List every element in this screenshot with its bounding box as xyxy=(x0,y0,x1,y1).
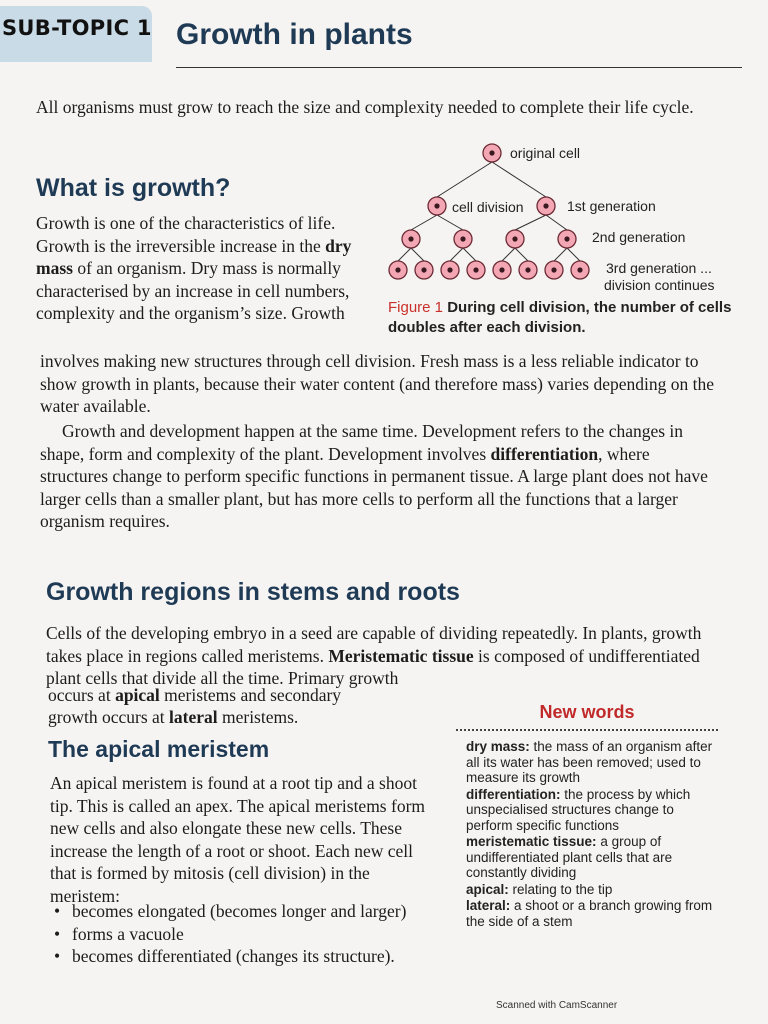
new-words-box xyxy=(456,702,718,930)
page-title: Growth in plants xyxy=(176,18,413,51)
division-line xyxy=(463,248,476,261)
cell-nucleus xyxy=(434,203,439,208)
label-1st-generation: 1st generation xyxy=(567,198,656,214)
cell-division-diagram xyxy=(380,136,750,298)
glossary-definition: the process by which unspecialised structures change to perform specific functions xyxy=(466,786,691,833)
cell-nucleus xyxy=(512,236,517,241)
growth-regions-line-5 xyxy=(48,706,448,729)
growth-paragraph-2 xyxy=(40,420,720,533)
division-line xyxy=(492,162,546,197)
regions-text-a: Cells of the developing embryo in a seed are capable of dividing repeatedly. In plants, growth takes place in regions called meristems. xyxy=(46,623,702,666)
division-line xyxy=(567,248,580,261)
apical-bullet-list xyxy=(50,900,450,968)
division-line xyxy=(437,215,463,230)
growth-text-1b: of an organism. Dry mass is normally characterised by an increase in cell numbers, complexity and the organism’s size. Growth xyxy=(36,258,350,323)
cell-nucleus xyxy=(421,267,426,272)
division-line xyxy=(515,215,546,230)
intro-paragraph: All organisms must grow to reach the size and complexity needed to complete their life cycle. xyxy=(36,97,694,117)
glossary-definition: relating to the tip xyxy=(508,881,613,897)
cell-nucleus xyxy=(489,150,494,155)
growth-paragraph-1-continued: involves making new structures through cell division. Fresh mass is a less reliable indicator to show growth in plants, because their water content (and therefore mass) varies depending on the water available. xyxy=(40,351,715,416)
glossary-entry xyxy=(456,882,718,898)
growth-text-2a: Growth and development happen at the same time. Development refers to the changes in shape, form and complexity of the plant. Development involves xyxy=(40,421,684,464)
cell-nucleus xyxy=(460,236,465,241)
division-line xyxy=(398,248,411,261)
bullet-item: • becomes elongated (becomes longer and larger) xyxy=(50,900,450,923)
division-line xyxy=(411,248,424,261)
glossary-term: meristematic tissue: xyxy=(466,834,597,849)
what-is-growth-heading: What is growth? xyxy=(36,174,231,202)
figure-caption xyxy=(388,298,738,338)
growth-regions-line-4 xyxy=(48,684,448,707)
growth-paragraph-1 xyxy=(36,212,358,325)
division-line xyxy=(411,215,437,230)
glossary-term: differentiation: xyxy=(466,786,561,802)
cell-nucleus xyxy=(473,267,478,272)
cell-nucleus xyxy=(577,267,582,272)
label-cell-division: cell division xyxy=(452,199,524,215)
apical-meristem-paragraph: An apical meristem is found at a root tip and a shoot tip. This is called an apex. The apical meristems form new cells and also elongate these new cells. These increase the length of a root or shoot. Each new cell that is formed by mitosis (cell division) in the meristem: xyxy=(50,773,426,906)
glossary-entry xyxy=(456,787,718,834)
subtopic-label: SUB-TOPIC 1 xyxy=(2,16,152,40)
division-line xyxy=(554,248,567,261)
label-division-continues: division continues xyxy=(604,277,715,293)
glossary-term: lateral: xyxy=(466,898,511,913)
dry-mass-term: dry mass xyxy=(36,235,352,278)
growth-regions-paragraph xyxy=(46,622,712,690)
bullet-item: • becomes differentiated (changes its structure). xyxy=(50,945,450,968)
glossary-definition: the mass of an organism after all its water has been removed; used to measure its growth xyxy=(466,739,713,785)
division-line xyxy=(502,248,515,261)
growth-regions-heading: Growth regions in stems and roots xyxy=(46,578,460,606)
division-line xyxy=(546,215,567,230)
division-line xyxy=(450,248,463,261)
glossary-definition: a group of undifferentiated plant cells that are constantly dividing xyxy=(466,834,673,880)
cell-nucleus xyxy=(499,267,504,272)
scanner-watermark: Scanned with CamScanner xyxy=(496,1000,618,1011)
cell-nucleus xyxy=(447,267,452,272)
glossary-entry xyxy=(456,834,718,881)
title-rule xyxy=(176,67,742,68)
cell-nucleus xyxy=(395,267,400,272)
lateral-term: lateral xyxy=(169,707,218,727)
regions-text-f: meristems. xyxy=(217,707,299,727)
meristematic-tissue-term: Meristematic tissue xyxy=(328,645,474,666)
apical-meristem-heading: The apical meristem xyxy=(48,736,270,762)
growth-text-1a: Growth is one of the characteristics of life. Growth is the irreversible increase in the xyxy=(36,213,336,256)
growth-text-2b: , where structures change to perform specific functions in permanent tissue. A large plant does not have larger cells than a smaller plant, but has more cells to perform all the functions that a larger organism requires. xyxy=(40,443,708,531)
regions-text-c: occurs at xyxy=(48,685,116,705)
figure-caption-text: During cell division, the number of cells doubles after each division. xyxy=(388,299,732,336)
new-words-title: New words xyxy=(456,702,718,731)
glossary-entry xyxy=(456,739,718,786)
glossary-definition: a shoot or a branch growing from the side of a stem xyxy=(466,898,713,929)
regions-text-d: meristems and secondary xyxy=(159,685,342,705)
glossary-entry xyxy=(456,898,718,929)
glossary-term: dry mass: xyxy=(466,739,530,754)
cell-nucleus xyxy=(408,236,413,241)
division-line xyxy=(515,248,528,261)
label-2nd-generation: 2nd generation xyxy=(592,229,686,245)
figure-number: Figure 1 xyxy=(388,299,444,316)
cell-nucleus xyxy=(551,267,556,272)
apical-term: apical xyxy=(115,685,160,705)
cell-nucleus xyxy=(543,203,548,208)
glossary xyxy=(456,739,718,929)
label-original-cell: original cell xyxy=(510,145,581,161)
bullet-item: • forms a vacuole xyxy=(50,923,450,946)
regions-text-e: growth occurs at xyxy=(48,707,170,727)
cell-nucleus xyxy=(564,236,569,241)
differentiation-term: differentiation xyxy=(490,443,599,464)
regions-text-b: is composed of undifferentiated plant cells that divide all the time. Primary growth xyxy=(46,645,700,688)
cell-nucleus xyxy=(525,267,530,272)
glossary-term: apical: xyxy=(466,881,509,897)
label-3rd-generation: 3rd generation ... xyxy=(606,260,712,276)
division-line xyxy=(437,162,492,197)
